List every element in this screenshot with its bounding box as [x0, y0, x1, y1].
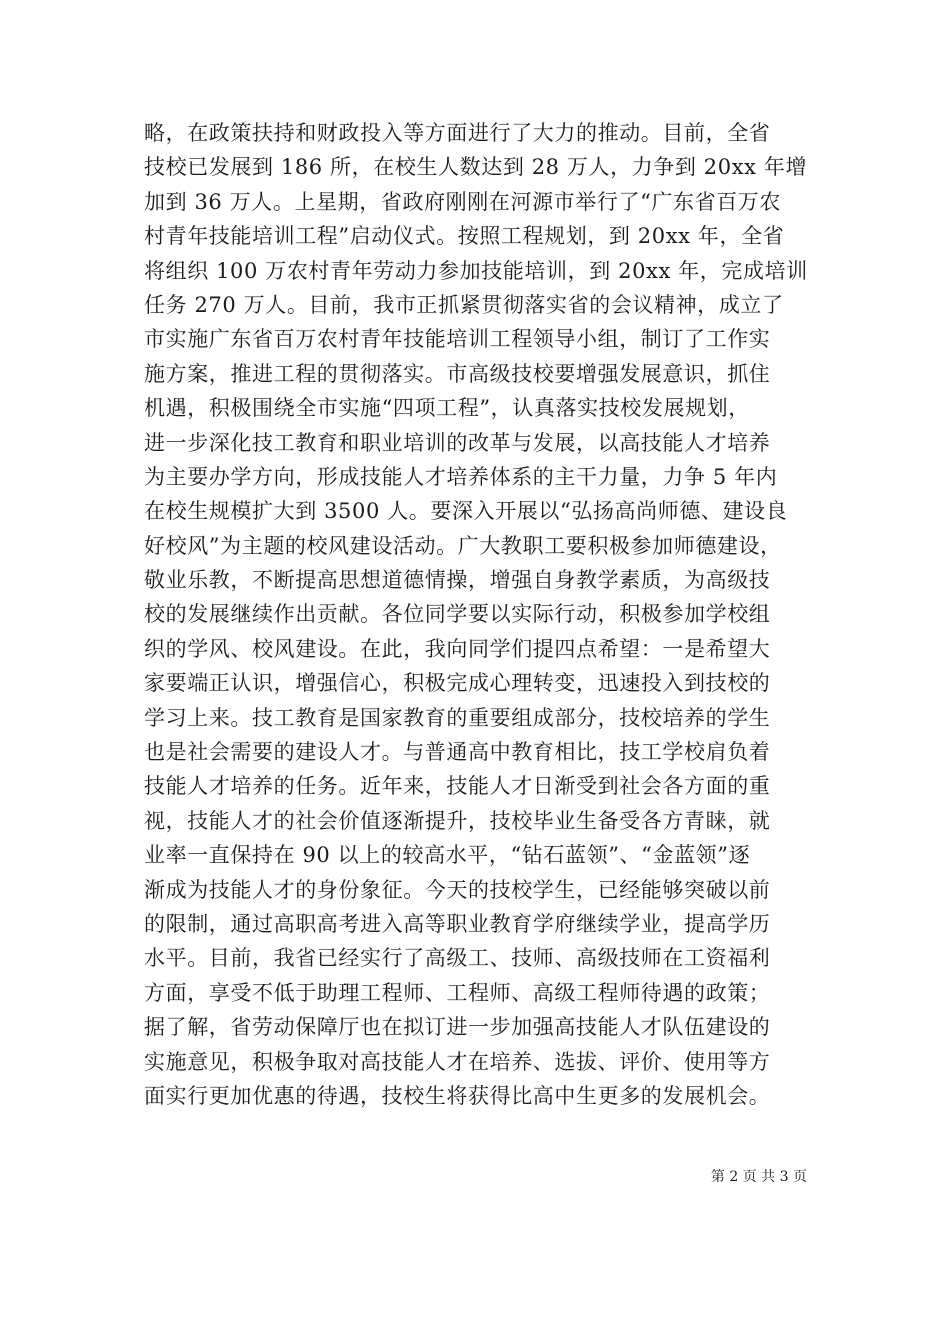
text-line: 村青年技能培训工程”启动仪式。按照工程规划，到 20xx 年，全省 — [144, 224, 785, 249]
text-line: 将组织 100 万农村青年劳动力参加技能培训，到 20xx 年，完成培训 — [144, 258, 808, 283]
text-line: 校的发展继续作出贡献。各位同学要以实际行动，积极参加学校组 — [144, 602, 771, 627]
text-line: 也是社会需要的建设人才。与普通高中教育相比，技工学校肩负着 — [144, 740, 771, 765]
text-line: 市实施广东省百万农村青年技能培训工程领导小组，制订了工作实 — [144, 327, 771, 352]
page-number-footer: 第 2 页 共 3 页 — [710, 1169, 807, 1185]
text-line: 机遇，积极围绕全市实施“四项工程”，认真落实技校发展规划， — [144, 396, 750, 421]
text-line: 实施意见，积极争取对高技能人才在培养、选拔、评价、使用等方 — [144, 1049, 771, 1074]
text-line: 进一步深化技工教育和职业培训的改革与发展，以高技能人才培养 — [144, 430, 771, 455]
text-line: 据了解，省劳动保障厅也在拟订进一步加强高技能人才队伍建设的 — [144, 1015, 771, 1040]
body-text — [144, 116, 844, 1113]
text-line: 施方案，推进工程的贯彻落实。市高级技校要增强发展意识，抓住 — [144, 361, 771, 386]
text-line: 为主要办学方向，形成技能人才培养体系的主干力量，力争 5 年内 — [144, 464, 778, 489]
text-line: 技能人才培养的任务。近年来，技能人才日渐受到社会各方面的重 — [144, 774, 771, 799]
text-line: 家要端正认识，增强信心，积极完成心理转变，迅速投入到技校的 — [144, 671, 771, 696]
text-line: 的限制，通过高职高考进入高等职业教育学府继续学业，提高学历 — [144, 911, 771, 936]
text-line: 略，在政策扶持和财政投入等方面进行了大力的推动。目前，全省 — [144, 121, 771, 145]
text-line: 敬业乐教，不断提高思想道德情操，增强自身教学素质，为高级技 — [144, 568, 771, 593]
text-line: 织的学风、校风建设。在此，我向同学们提四点希望：一是希望大 — [144, 636, 771, 661]
text-line: 面实行更加优惠的待遇，技校生将获得比高中生更多的发展机会。 — [144, 1083, 771, 1108]
text-line: 技校已发展到 186 所，在校生人数达到 28 万人，力争到 20xx 年增 — [144, 155, 808, 180]
text-line: 任务 270 万人。目前，我市正抓紧贯彻落实省的会议精神，成立了 — [144, 292, 784, 317]
text-line: 业率一直保持在 90 以上的较高水平，“钻石蓝领”、“金蓝领”逐 — [144, 843, 751, 868]
text-line: 好校风”为主题的校风建设活动。广大教职工要积极参加师德建设， — [144, 533, 782, 558]
text-line: 方面，享受不低于助理工程师、工程师、高级工程师待遇的政策； — [144, 980, 771, 1005]
text-line: 渐成为技能人才的身份象征。今天的技校学生，已经能够突破以前 — [144, 877, 771, 902]
text-line: 在校生规模扩大到 3500 人。要深入开展以“弘扬高尚师德、建设良 — [144, 499, 788, 524]
text-line: 视，技能人才的社会价值逐渐提升，技校毕业生备受各方青睐，就 — [144, 808, 771, 833]
text-line: 加到 36 万人。上星期，省政府刚刚在河源市举行了“广东省百万农 — [144, 189, 782, 214]
text-line: 水平。目前，我省已经实行了高级工、技师、高级技师在工资福利 — [144, 946, 771, 971]
text-line: 学习上来。技工教育是国家教育的重要组成部分，技校培养的学生 — [144, 705, 771, 730]
